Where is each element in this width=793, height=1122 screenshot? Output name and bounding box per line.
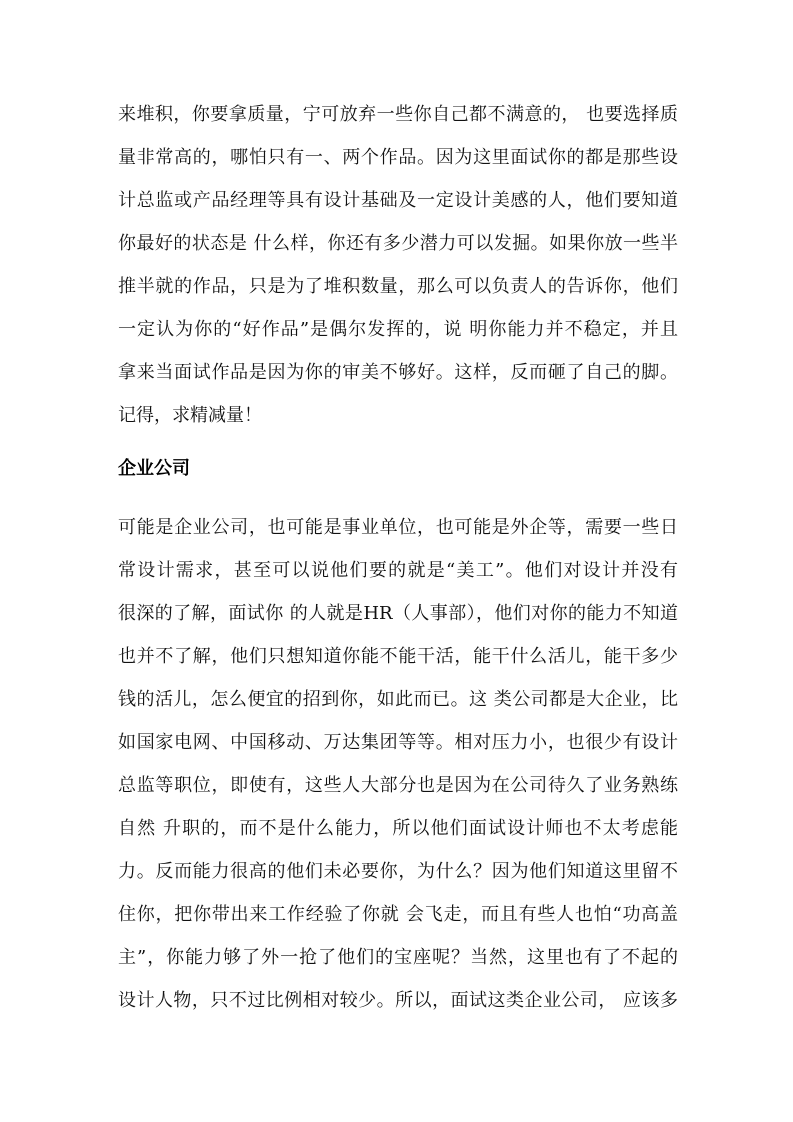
section-heading: 企业公司 bbox=[118, 458, 190, 479]
paragraph-2-line-3: 很深的了解，面试你 的人就是HR（人事部），他们对你的能力不知道 bbox=[118, 603, 678, 624]
paragraph-2-line-10: 住你，把你带出来工作经验了你就 会飞走，而且有些人也怕“功高盖 bbox=[118, 904, 678, 925]
paragraph-1-line-6: 一定认为你的“好作品”是偶尔发挥的，说 明你能力并不稳定，并且 bbox=[118, 319, 678, 340]
paragraph-1-line-5: 推半就的作品，只是为了堆积数量，那么可以负责人的告诉你，他们 bbox=[118, 276, 678, 297]
paragraph-2-line-5: 钱的活儿，怎么便宜的招到你，如此而已。这 类公司都是大企业，比 bbox=[118, 689, 678, 710]
paragraph-1-line-8: 记得，求精减量！ bbox=[118, 405, 262, 426]
paragraph-2-line-4: 也并不了解，他们只想知道你能不能干活，能干什么活儿，能干多少 bbox=[118, 646, 678, 667]
paragraph-2-line-7: 总监等职位，即使有，这些人大部分也是因为在公司待久了业务熟练 bbox=[118, 775, 678, 796]
paragraph-2-line-6: 如国家电网、中国移动、万达集团等等。相对压力小，也很少有设计 bbox=[118, 732, 678, 753]
paragraph-2-line-12: 设计人物，只不过比例相对较少。所以，面试这类企业公司， 应该多 bbox=[118, 990, 678, 1011]
paragraph-1-line-7: 拿来当面试作品是因为你的审美不够好。这样，反而砸了自己的脚。 bbox=[118, 362, 678, 383]
paragraph-1-line-3: 计总监或产品经理等具有设计基础及一定设计美感的人，他们要知道 bbox=[118, 190, 678, 211]
paragraph-1-line-1: 来堆积，你要拿质量，宁可放弃一些你自己都不满意的， 也要选择质 bbox=[118, 104, 678, 125]
paragraph-2-line-8: 自然 升职的，而不是什么能力，所以他们面试设计师也不太考虑能 bbox=[118, 818, 678, 839]
paragraph-2-line-11: 主”，你能力够了外一抢了他们的宝座呢？当然，这里也有了不起的 bbox=[118, 947, 678, 968]
paragraph-1-line-2: 量非常高的，哪怕只有一、两个作品。因为这里面试你的都是那些设 bbox=[118, 147, 678, 168]
paragraph-2-line-1: 可能是企业公司，也可能是事业单位，也可能是外企等，需要一些日 bbox=[118, 517, 678, 538]
paragraph-2-line-2: 常设计需求，甚至可以说他们要的就是“美工”。他们对设计并没有 bbox=[118, 560, 678, 581]
paragraph-2-line-9: 力。反而能力很高的他们未必要你，为什么？因为他们知道这里留不 bbox=[118, 861, 678, 882]
paragraph-1-line-4: 你最好的状态是 什么样，你还有多少潜力可以发掘。如果你放一些半 bbox=[118, 233, 678, 254]
